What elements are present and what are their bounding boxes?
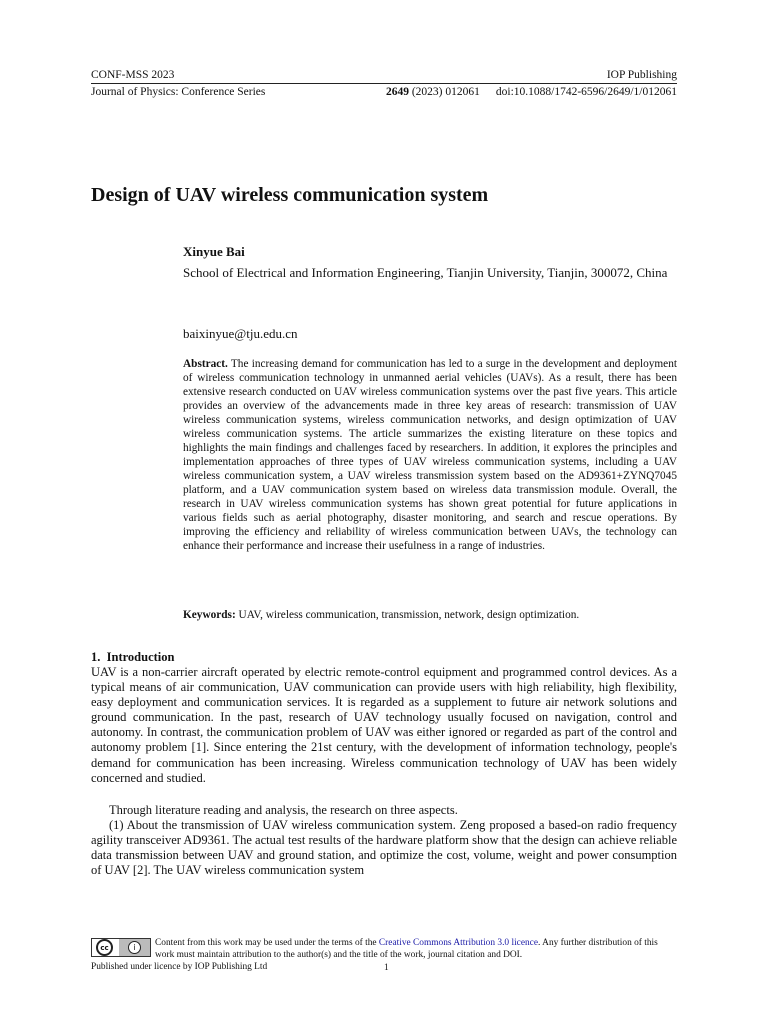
published-notice: Published under licence by IOP Publishing Ltd	[91, 962, 268, 972]
volume-number: 2649	[385, 86, 409, 98]
keywords-text: UAV, wireless communication, transmission, network, design optimization.	[235, 609, 580, 621]
keywords	[183, 608, 677, 622]
header-rule	[91, 83, 677, 84]
year-issue: (2023) 012061	[408, 86, 480, 98]
keywords-label: Keywords:	[183, 609, 236, 621]
intro-paragraph-2: Through literature reading and analysis, the research on three aspects.	[109, 803, 458, 817]
page-number: 1	[384, 963, 389, 973]
creative-commons-icon: cc	[96, 939, 113, 956]
doi: doi:10.1088/1742-6596/2649/1/012061	[495, 86, 677, 98]
attribution-person-icon: i	[128, 941, 141, 954]
paper-title: Design of UAV wireless communication system	[91, 184, 489, 206]
license-prefix: Content from this work may be used under the terms of the	[155, 938, 379, 948]
section-heading-introduction: 1. Introduction	[91, 650, 175, 664]
author-affiliation: School of Electrical and Information Engineering, Tianjin University, Tianjin, 300072, China	[183, 265, 668, 280]
abstract-label: Abstract.	[183, 358, 228, 370]
attribution-icon	[119, 939, 150, 956]
author-email[interactable]: baixinyue@tju.edu.cn	[183, 326, 298, 341]
license-notice	[155, 937, 679, 961]
abstract	[183, 357, 677, 553]
license-suffix: . Any further distribution of this work must maintain attribution to the author(s) and the title of the work, journal citation and DOI.	[155, 938, 658, 960]
journal-name: Journal of Physics: Conference Series	[91, 86, 266, 98]
intro-paragraph-3: (1) About the transmission of UAV wireless communication system. Zeng proposed a based-on radio frequency agility transceiver AD9361. The actual test results of the hardware platform show that the design can achieve reliable data transmission between UAV and ground station, and optimize the cost, volume, weight and power consumption of UAV [2]. The UAV wireless communication system	[91, 818, 677, 878]
intro-paragraph-1: UAV is a non-carrier aircraft operated by electric remote-control equipment and programmed control devices. As a typical means of air communication, UAV communication can provide users with high reliability, high flexibility, easy deployment and communication services. It is regarded as a supplement to future air network solutions and ground communication. In the past, research of UAV technology usually focused on navigation, control and autonomy. In contrast, the communication problem of UAV was either ignored or regarded as part of the control and autonomy problem [1]. Since entering the 21st century, with the development of information technology, people's demand for communication has been increasing. Wireless communication technology of UAV has been widely concerned and studied.	[91, 665, 677, 785]
abstract-text: The increasing demand for communication has led to a surge in the development and deployment of wireless communication technology in unmanned aerial vehicles (UAVs). As a result, there has been extensive research conducted on UAV wireless communication systems over the past five years. This article provides an overview of the advancements made in three key areas of research: transmission of UAV wireless communication systems, wireless communication networks, and design optimization of UAV wireless communication systems. The article summarizes the existing literature on these topics and highlights the main findings and challenges faced by researchers. In addition, it explores the principles and implementation approaches of three types of UAV wireless communication systems, including a UAV wireless communication system, a UAV wireless transmission system based on the AD9361+ZYNQ7045 platform, and a UAV communication system based on wireless data transmission module. Overall, the research in UAV wireless communication systems has shown great potential for future applications in various fields such as aerial photography, disaster monitoring, and search and rescue operations. By improving the efficiency and reliability of wireless communication between UAVs, the technology can enhance their performance and increase their usefulness in a range of industries.	[183, 358, 677, 553]
citation-line	[386, 85, 677, 99]
publisher-name: IOP Publishing	[606, 69, 677, 81]
license-link[interactable]: Creative Commons Attribution 3.0 licence	[378, 938, 539, 948]
cc-by-license-icon[interactable]	[91, 938, 151, 957]
conference-name: CONF-MSS 2023	[91, 69, 175, 81]
author-name: Xinyue Bai	[183, 244, 245, 259]
